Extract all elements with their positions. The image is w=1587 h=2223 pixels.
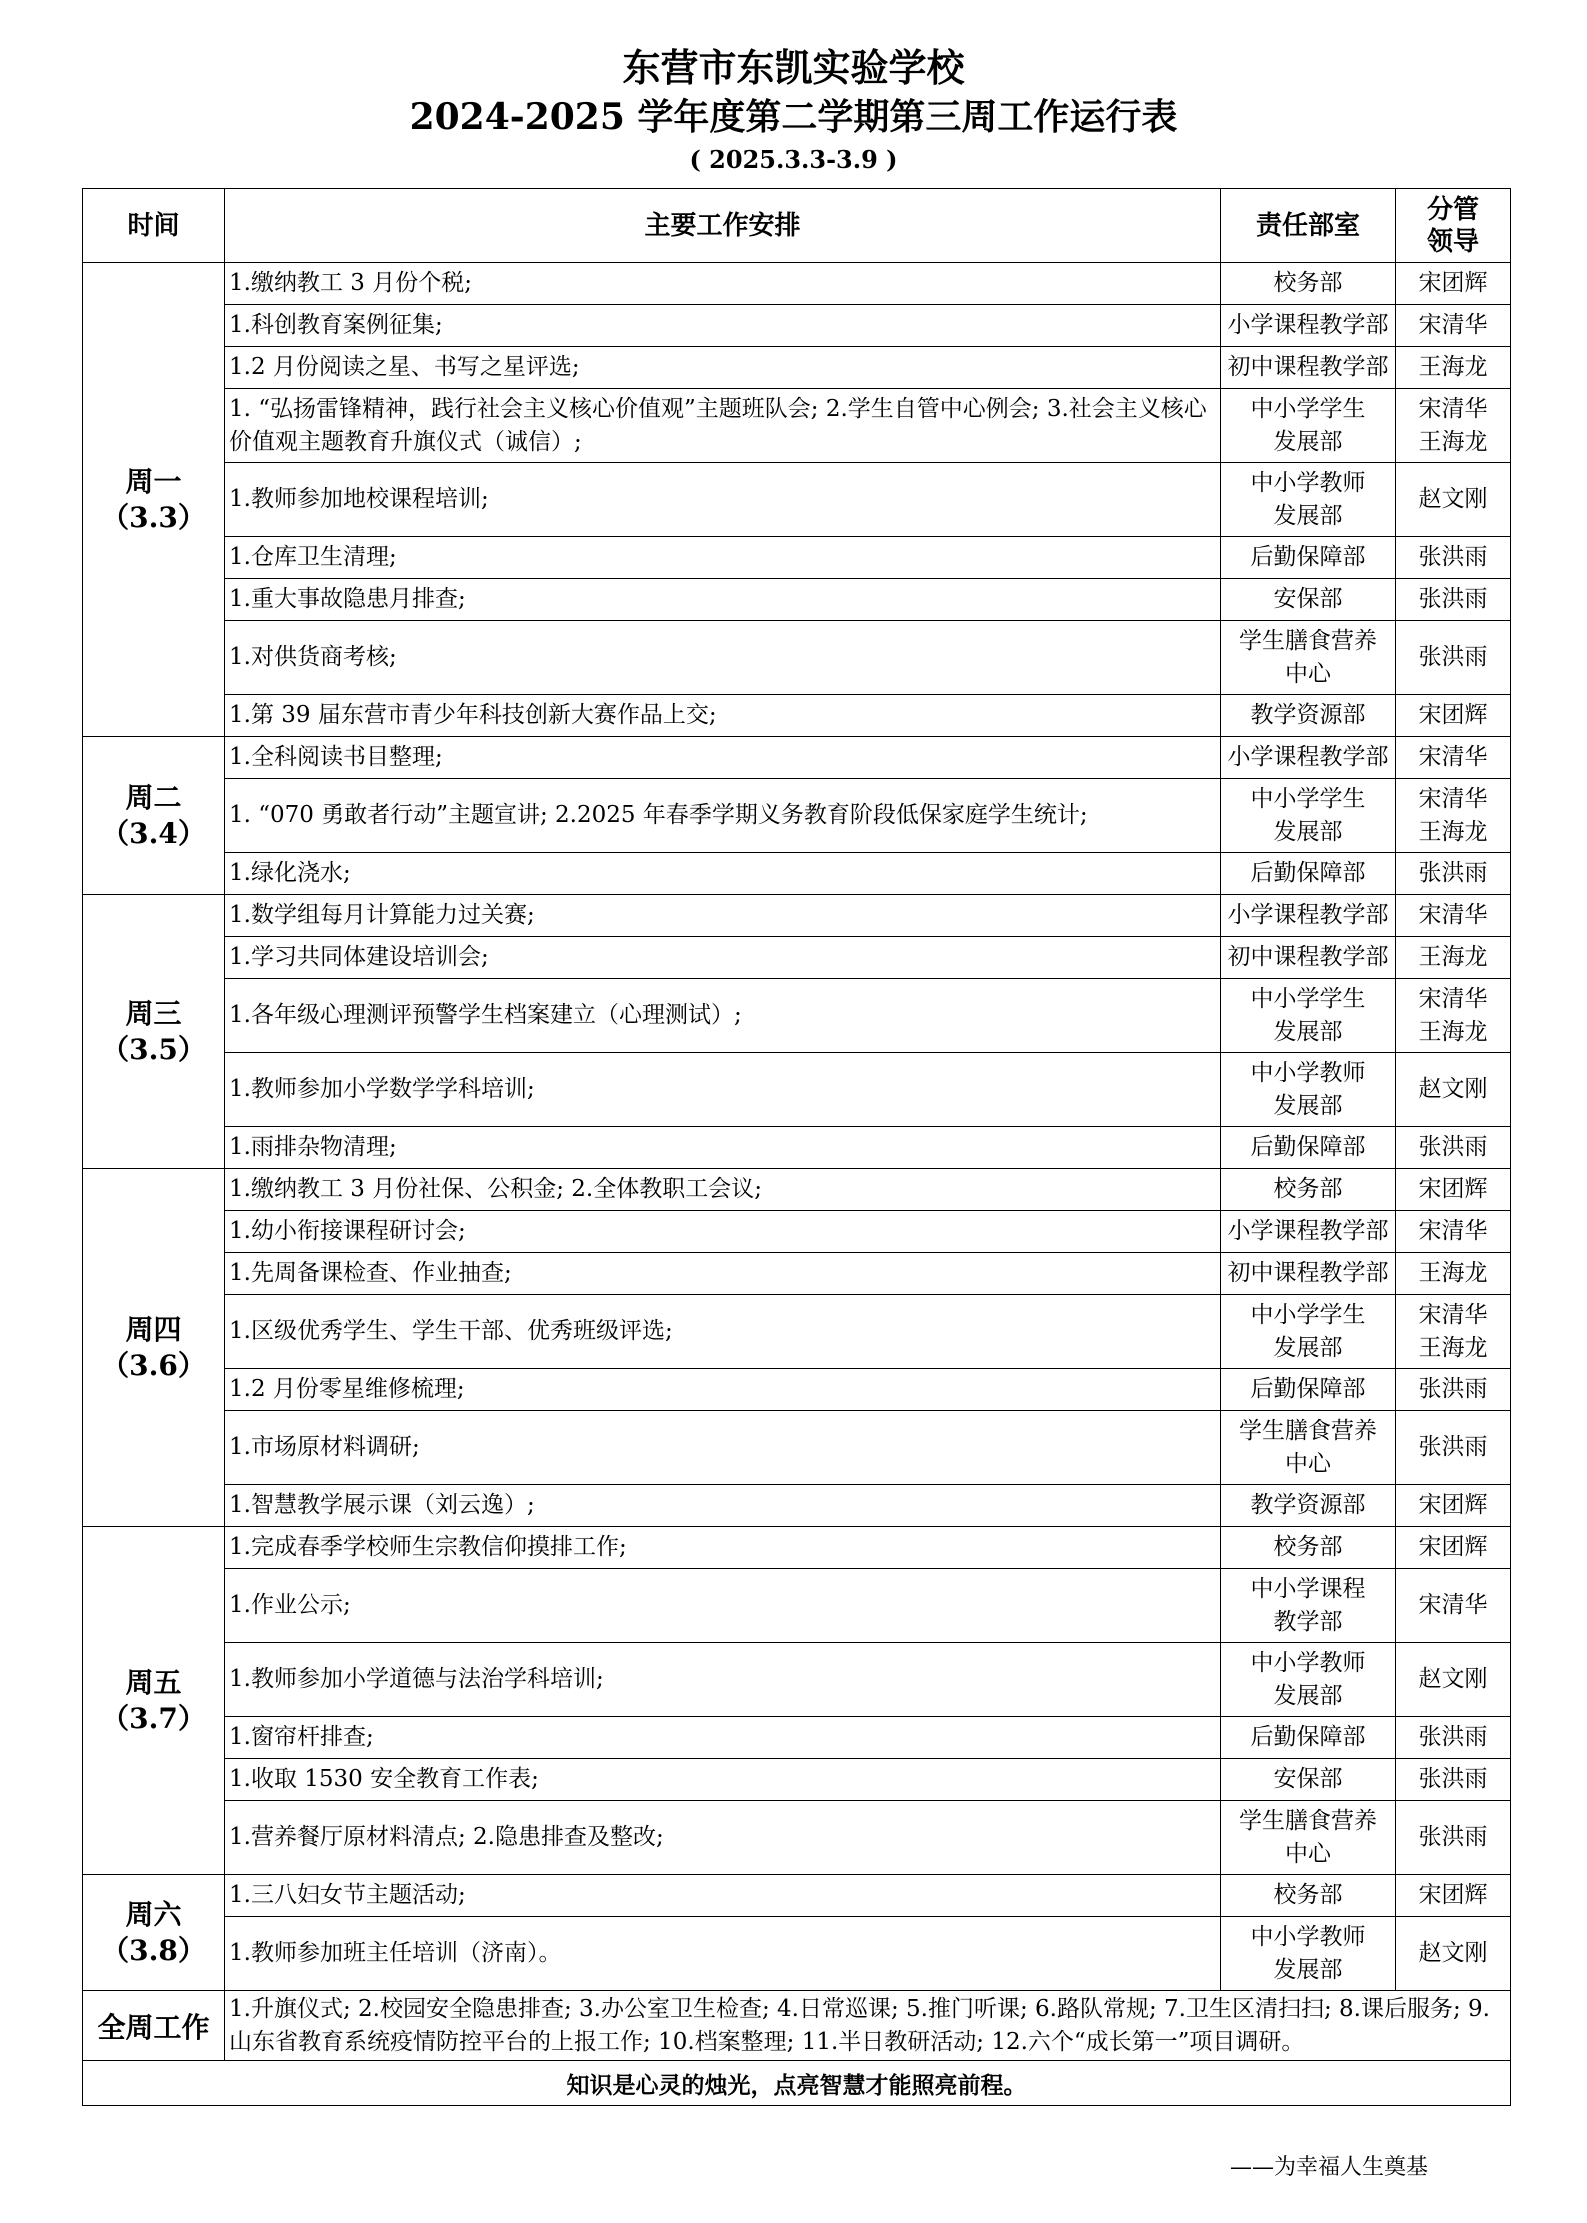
header-task: 主要工作安排 [225,189,1221,263]
lead-cell [1396,305,1511,347]
task-cell: 1.先周备课检查、作业抽查; [225,1253,1221,1295]
lead-name: 宋清华 [1418,744,1488,770]
dept-text: 发展部 [1273,1092,1343,1119]
task-cell: 1.完成春季学校师生宗教信仰摸排工作; [225,1527,1221,1569]
table-row [83,1717,1511,1759]
dept-cell [1221,937,1396,979]
lead-cell [1396,621,1511,695]
lead-cell [1396,347,1511,389]
lead-name: 王海龙 [1418,818,1488,845]
dept-text: 后勤保障部 [1250,1724,1366,1750]
table-row [83,895,1511,937]
dept-text: 中小学教师 [1250,1649,1366,1676]
lead-name: 王海龙 [1418,354,1488,380]
table-row [83,1875,1511,1917]
lead-cell [1396,1053,1511,1127]
dept-text: 校务部 [1273,270,1343,296]
table-row [83,737,1511,779]
day-label-cell [83,1169,225,1527]
footer-slogan: ——为幸福人生奠基 [1230,2155,1429,2180]
task-cell: 1.学习共同体建设培训会; [225,937,1221,979]
lead-name: 张洪雨 [1418,644,1488,670]
header-time: 时间 [83,189,225,263]
dept-cell [1221,1643,1396,1717]
all-week-label: 全周工作 [83,1991,225,2061]
lead-cell [1396,537,1511,579]
dept-text: 校务部 [1273,1882,1343,1908]
dept-cell [1221,1717,1396,1759]
task-cell: 1.教师参加小学道德与法治学科培训; [225,1643,1221,1717]
lead-cell [1396,579,1511,621]
day-name: 周四 [125,1312,182,1346]
day-date: （3.5） [101,1032,206,1066]
table-row [83,779,1511,853]
dept-cell [1221,1801,1396,1875]
day-label-cell [83,737,225,895]
lead-name: 王海龙 [1418,1260,1488,1286]
task-cell: 1.数学组每月计算能力过关赛; [225,895,1221,937]
dept-cell [1221,1759,1396,1801]
lead-cell [1396,695,1511,737]
dept-cell [1221,537,1396,579]
dept-text: 中小学学生 [1250,785,1366,812]
table-row [83,1169,1511,1211]
dept-text: 中小学教师 [1250,1923,1366,1950]
day-label-cell [83,1875,225,1991]
table-row [83,389,1511,463]
dept-text: 后勤保障部 [1250,860,1366,886]
header-lead-line2: 领导 [1426,226,1479,257]
task-cell: 1. “070 勇敢者行动”主题宣讲; 2.2025 年春季学期义务教育阶段低保家庭学生统计; [225,779,1221,853]
dept-cell [1221,389,1396,463]
lead-cell [1396,1875,1511,1917]
dept-text: 中小学学生 [1250,395,1366,422]
table-row [83,1369,1511,1411]
lead-name: 张洪雨 [1418,1724,1488,1750]
task-cell: 1.市场原材料调研; [225,1411,1221,1485]
all-week-row [83,1991,1511,2061]
day-label-cell [83,263,225,737]
dept-cell [1221,1875,1396,1917]
task-cell: 1.教师参加班主任培训（济南）。 [225,1917,1221,1991]
lead-name: 宋清华 [1418,1592,1488,1618]
task-cell: 1.收取 1530 安全教育工作表; [225,1759,1221,1801]
motto: 知识是心灵的烛光，点亮智慧才能照亮前程。 [83,2061,1511,2106]
lead-name: 张洪雨 [1418,544,1488,570]
task-cell: 1.教师参加小学数学学科培训; [225,1053,1221,1127]
task-cell: 1.区级优秀学生、学生干部、优秀班级评选; [225,1295,1221,1369]
date-range: ( 2025.3.3-3.9 ) [689,145,898,174]
table-row [83,1917,1511,1991]
lead-name: 宋清华 [1418,1218,1488,1244]
lead-name: 宋团辉 [1418,702,1488,728]
dept-cell [1221,853,1396,895]
dept-text: 校务部 [1273,1534,1343,1560]
table-row [83,347,1511,389]
lead-cell [1396,1169,1511,1211]
dept-text: 中心 [1285,660,1331,687]
table-row [83,1295,1511,1369]
table-row [83,1643,1511,1717]
table-row [83,1485,1511,1527]
dept-text: 小学课程教学部 [1227,1218,1389,1244]
dept-cell [1221,1485,1396,1527]
dept-text: 发展部 [1273,1956,1343,1983]
lead-name: 宋清华 [1418,1301,1488,1328]
lead-name: 张洪雨 [1418,1134,1488,1160]
dept-cell [1221,895,1396,937]
table-row [83,1211,1511,1253]
dept-cell [1221,1369,1396,1411]
header-lead [1396,189,1511,263]
day-name: 周二 [125,780,182,814]
schedule-table [82,188,1511,2106]
lead-name: 赵文刚 [1418,486,1488,512]
dept-text: 发展部 [1273,502,1343,529]
lead-cell [1396,1369,1511,1411]
dept-text: 发展部 [1273,428,1343,455]
table-row [83,1411,1511,1485]
dept-text: 学生膳食营养 [1239,627,1377,654]
table-row [83,1527,1511,1569]
dept-cell [1221,1253,1396,1295]
task-cell: 1.教师参加地校课程培训; [225,463,1221,537]
dept-cell [1221,1169,1396,1211]
table-row [83,937,1511,979]
dept-text: 发展部 [1273,818,1343,845]
lead-name: 张洪雨 [1418,1434,1488,1460]
dept-text: 后勤保障部 [1250,1134,1366,1160]
header-dept: 责任部室 [1221,189,1396,263]
lead-name: 赵文刚 [1418,1666,1488,1692]
lead-cell [1396,463,1511,537]
task-cell: 1.雨排杂物清理; [225,1127,1221,1169]
dept-cell [1221,621,1396,695]
lead-cell [1396,263,1511,305]
task-cell: 1.2 月份零星维修梳理; [225,1369,1221,1411]
lead-name: 张洪雨 [1418,1376,1488,1402]
lead-name: 王海龙 [1418,428,1488,455]
dept-cell [1221,695,1396,737]
dept-text: 安保部 [1273,586,1343,612]
motto-row [83,2061,1511,2106]
table-row [83,579,1511,621]
day-date: （3.4） [101,816,206,850]
dept-cell [1221,579,1396,621]
lead-cell [1396,1717,1511,1759]
lead-name: 张洪雨 [1418,1766,1488,1792]
dept-cell [1221,1411,1396,1485]
dept-cell [1221,1127,1396,1169]
lead-cell [1396,1917,1511,1991]
lead-cell [1396,937,1511,979]
table-row [83,621,1511,695]
dept-text: 中小学课程 [1250,1575,1366,1602]
task-cell: 1.第 39 届东营市青少年科技创新大赛作品上交; [225,695,1221,737]
dept-cell [1221,1211,1396,1253]
table-row [83,853,1511,895]
lead-cell [1396,1759,1511,1801]
lead-cell [1396,1643,1511,1717]
day-name: 周五 [125,1665,182,1699]
task-cell: 1.作业公示; [225,1569,1221,1643]
dept-cell [1221,1569,1396,1643]
task-cell: 1.科创教育案例征集; [225,305,1221,347]
lead-name: 宋清华 [1418,902,1488,928]
lead-name: 王海龙 [1418,944,1488,970]
dept-text: 中小学学生 [1250,985,1366,1012]
lead-cell [1396,1295,1511,1369]
table-row [83,1759,1511,1801]
lead-cell [1396,389,1511,463]
page-title: 2024-2025 学年度第二学期第三周工作运行表 [409,96,1178,138]
task-cell: 1.对供货商考核; [225,621,1221,695]
schedule-body [83,263,1511,1991]
dept-text: 校务部 [1273,1176,1343,1202]
dept-cell [1221,347,1396,389]
task-cell: 1.重大事故隐患月排查; [225,579,1221,621]
dept-text: 小学课程教学部 [1227,902,1389,928]
lead-name: 宋清华 [1418,312,1488,338]
lead-name: 宋团辉 [1418,1492,1488,1518]
day-name: 周六 [125,1897,182,1931]
task-cell: 1.营养餐厅原材料清点; 2.隐患排查及整改; [225,1801,1221,1875]
lead-cell [1396,1527,1511,1569]
lead-name: 宋清华 [1418,985,1488,1012]
table-row [83,979,1511,1053]
lead-cell [1396,1569,1511,1643]
dept-text: 初中课程教学部 [1227,1260,1389,1286]
dept-text: 安保部 [1273,1766,1343,1792]
table-row [83,537,1511,579]
task-cell: 1.三八妇女节主题活动; [225,1875,1221,1917]
day-name: 周一 [125,464,182,498]
task-cell: 1.缴纳教工 3 月份个税; [225,263,1221,305]
dept-text: 后勤保障部 [1250,544,1366,570]
lead-name: 宋团辉 [1418,270,1488,296]
lead-name: 张洪雨 [1418,586,1488,612]
day-date: （3.6） [101,1348,206,1382]
table-row [83,1801,1511,1875]
day-date: （3.7） [101,1701,206,1735]
task-cell: 1.窗帘杆排查; [225,1717,1221,1759]
day-label-cell [83,895,225,1169]
lead-name: 王海龙 [1418,1334,1488,1361]
lead-cell [1396,979,1511,1053]
lead-cell [1396,1801,1511,1875]
dept-cell [1221,1527,1396,1569]
day-date: （3.3） [101,500,206,534]
table-row [83,263,1511,305]
all-week-task: 1.升旗仪式; 2.校园安全隐患排查; 3.办公室卫生检查; 4.日常巡课; 5.推门听课; 6.路队常规; 7.卫生区清扫扫; 8.课后服务; 9.山东省教育系统疫情防控平台的上报工作; 10.档案整理; 11.半日教研活动; 12.六个“成长第一”项目调研。 [225,1991,1511,2061]
dept-text: 发展部 [1273,1334,1343,1361]
dept-cell [1221,1053,1396,1127]
lead-cell [1396,779,1511,853]
task-cell: 1.各年级心理测评预警学生档案建立（心理测试）; [225,979,1221,1053]
dept-text: 教学资源部 [1250,702,1366,728]
table-row [83,1253,1511,1295]
dept-text: 小学课程教学部 [1227,312,1389,338]
lead-name: 张洪雨 [1418,1824,1488,1850]
dept-cell [1221,779,1396,853]
dept-text: 学生膳食营养 [1239,1417,1377,1444]
lead-cell [1396,1211,1511,1253]
task-cell: 1.绿化浇水; [225,853,1221,895]
lead-cell [1396,737,1511,779]
lead-name: 宋团辉 [1418,1534,1488,1560]
table-row [83,305,1511,347]
dept-text: 教学资源部 [1250,1492,1366,1518]
dept-cell [1221,263,1396,305]
dept-cell [1221,1917,1396,1991]
lead-name: 赵文刚 [1418,1940,1488,1966]
task-cell: 1.幼小衔接课程研讨会; [225,1211,1221,1253]
lead-cell [1396,1253,1511,1295]
lead-cell [1396,1127,1511,1169]
task-cell: 1.2 月份阅读之星、书写之星评选; [225,347,1221,389]
task-cell: 1.全科阅读书目整理; [225,737,1221,779]
table-row [83,1053,1511,1127]
dept-text: 后勤保障部 [1250,1376,1366,1402]
dept-text: 中心 [1285,1840,1331,1867]
table-row [83,1569,1511,1643]
lead-cell [1396,1485,1511,1527]
lead-name: 宋团辉 [1418,1882,1488,1908]
dept-text: 初中课程教学部 [1227,354,1389,380]
dept-text: 教学部 [1273,1608,1343,1635]
day-name: 周三 [125,996,182,1030]
table-row [83,695,1511,737]
dept-text: 发展部 [1273,1682,1343,1709]
dept-text: 初中课程教学部 [1227,944,1389,970]
lead-cell [1396,895,1511,937]
task-cell: 1.智慧教学展示课（刘云逸）; [225,1485,1221,1527]
dept-cell [1221,737,1396,779]
lead-cell [1396,853,1511,895]
task-cell: 1.仓库卫生清理; [225,537,1221,579]
dept-text: 中小学学生 [1250,1301,1366,1328]
task-cell: 1.缴纳教工 3 月份社保、公积金; 2.全体教职工会议; [225,1169,1221,1211]
lead-cell [1396,1411,1511,1485]
dept-text: 学生膳食营养 [1239,1807,1377,1834]
task-cell: 1. “弘扬雷锋精神，践行社会主义核心价值观”主题班队会; 2.学生自管中心例会; 3.社会主义核心价值观主题教育升旗仪式（诚信）; [225,389,1221,463]
header-row [83,189,1511,263]
lead-name: 赵文刚 [1418,1076,1488,1102]
dept-cell [1221,305,1396,347]
dept-text: 小学课程教学部 [1227,744,1389,770]
lead-name: 宋团辉 [1418,1176,1488,1202]
lead-name: 王海龙 [1418,1018,1488,1045]
dept-cell [1221,463,1396,537]
dept-cell [1221,1295,1396,1369]
school-name: 东营市东凯实验学校 [622,45,965,90]
header-lead-line1: 分管 [1426,194,1479,225]
dept-text: 中小学教师 [1250,469,1366,496]
lead-name: 张洪雨 [1418,860,1488,886]
day-label-cell [83,1527,225,1875]
dept-text: 中心 [1285,1450,1331,1477]
lead-name: 宋清华 [1418,395,1488,422]
table-row [83,1127,1511,1169]
dept-text: 中小学教师 [1250,1059,1366,1086]
table-row [83,463,1511,537]
lead-name: 宋清华 [1418,785,1488,812]
dept-text: 发展部 [1273,1018,1343,1045]
dept-cell [1221,979,1396,1053]
day-date: （3.8） [101,1933,206,1967]
